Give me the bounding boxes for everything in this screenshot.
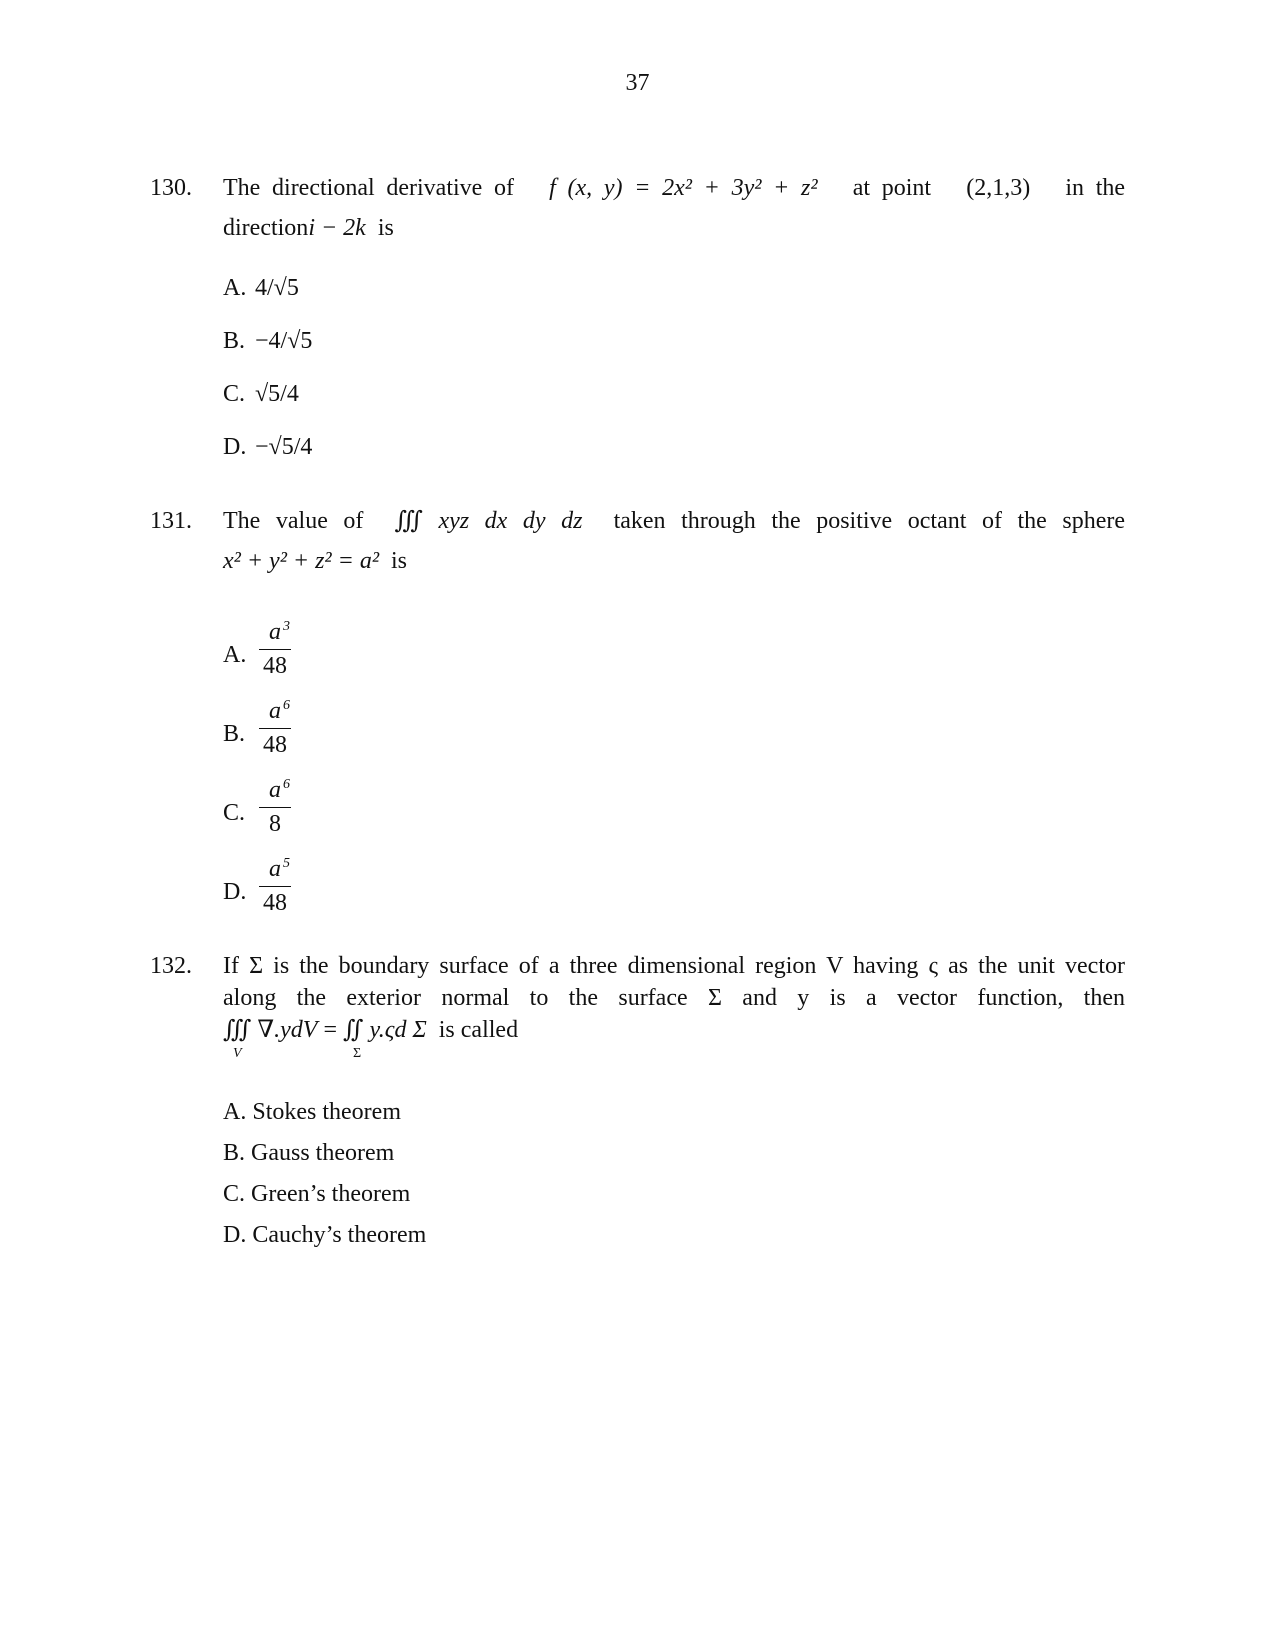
text: at point — [852, 175, 932, 201]
option-b[interactable] — [223, 315, 1125, 368]
option-label: A. — [223, 1099, 247, 1125]
integral-expression: ∭ xyz dx dy dz — [394, 508, 583, 534]
denominator: 48 — [263, 890, 287, 916]
option-value: √5/4 — [255, 381, 299, 407]
integral-subscript: V — [233, 1046, 242, 1061]
option-value: −4/√5 — [255, 328, 313, 354]
text: is — [391, 548, 408, 574]
question-text-line-1 — [223, 172, 1125, 204]
question-text-line-2 — [223, 212, 1125, 244]
fraction: a 6 8 — [255, 775, 295, 838]
numerator: a — [269, 856, 281, 882]
point-coordinates: (2,1,3) — [966, 175, 1031, 201]
option-d[interactable] — [223, 854, 1125, 933]
option-b[interactable] — [223, 696, 1125, 775]
option-c[interactable] — [223, 775, 1125, 854]
fraction: a 5 48 — [255, 854, 295, 917]
question-131 — [150, 505, 1125, 933]
text: The directional derivative of — [223, 175, 515, 201]
option-value: −√5/4 — [255, 434, 313, 460]
text: is — [377, 215, 394, 241]
option-value: 4/√5 — [255, 275, 299, 301]
option-label: D. — [223, 1222, 247, 1248]
option-value: Cauchy’s theorem — [252, 1222, 427, 1248]
numerator: a — [269, 698, 281, 724]
options-list — [223, 262, 1125, 474]
option-a[interactable] — [223, 262, 1125, 315]
question-text-line-3 — [223, 1014, 1125, 1066]
denominator: 48 — [263, 732, 287, 758]
fraction: a 3 48 — [255, 617, 295, 680]
options-list — [223, 1092, 1125, 1256]
function-expression: f (x, y) = 2x² + 3y² + z² — [549, 175, 818, 201]
option-label: B. — [223, 1140, 246, 1166]
numerator: a — [269, 619, 281, 645]
question-number: 132. — [150, 953, 192, 979]
question-text-line-1: If Σ is the boundary surface of a three dimensional region V having ς as the unit vector — [223, 953, 1125, 979]
question-text-line-1 — [223, 505, 1125, 537]
text: in the — [1065, 175, 1126, 201]
question-text-line-2: along the exterior normal to the surface Σ and y is a vector function, then — [223, 985, 1125, 1011]
integral-subscript: Σ — [353, 1046, 362, 1061]
option-c[interactable] — [223, 1174, 1125, 1215]
option-d[interactable] — [223, 1215, 1125, 1256]
option-c[interactable] — [223, 368, 1125, 421]
denominator: 48 — [263, 653, 287, 679]
option-b[interactable] — [223, 1133, 1125, 1174]
surface-integral: ∬ y.ςd Σ Σ — [343, 1014, 427, 1046]
text: direction — [223, 215, 309, 241]
option-label: C. — [223, 1181, 246, 1207]
option-a[interactable] — [223, 617, 1125, 696]
fraction: a 6 48 — [255, 696, 295, 759]
option-d[interactable] — [223, 421, 1125, 474]
option-value: Stokes theorem — [252, 1099, 401, 1125]
equals-sign: = — [323, 1017, 337, 1043]
direction-vector: i − 2k — [308, 215, 366, 241]
option-label: B. — [223, 328, 246, 354]
option-label: C. — [223, 381, 246, 407]
text: The value of — [223, 508, 364, 534]
option-a[interactable] — [223, 1092, 1125, 1133]
page-number: 37 — [625, 70, 650, 96]
denominator: 8 — [269, 811, 281, 837]
question-text-line-2 — [223, 545, 1125, 577]
text: taken through the positive octant of the sphere — [613, 508, 1126, 534]
option-label: A. — [223, 275, 247, 301]
sphere-equation: x² + y² + z² = a² — [223, 548, 380, 574]
question-number: 131. — [150, 508, 192, 534]
question-130 — [150, 172, 1125, 474]
option-label: A. — [223, 642, 247, 668]
option-label: D. — [223, 434, 247, 460]
option-value: Green’s theorem — [251, 1181, 411, 1207]
option-label: B. — [223, 721, 246, 747]
question-132 — [150, 950, 1125, 1256]
option-label: C. — [223, 800, 246, 826]
option-value: Gauss theorem — [251, 1140, 395, 1166]
option-label: D. — [223, 879, 247, 905]
volume-integral: ∭ ∇.ydV V — [223, 1014, 317, 1046]
text: is called — [438, 1017, 519, 1043]
numerator: a — [269, 777, 281, 803]
options-list — [223, 617, 1125, 933]
question-number: 130. — [150, 175, 192, 201]
